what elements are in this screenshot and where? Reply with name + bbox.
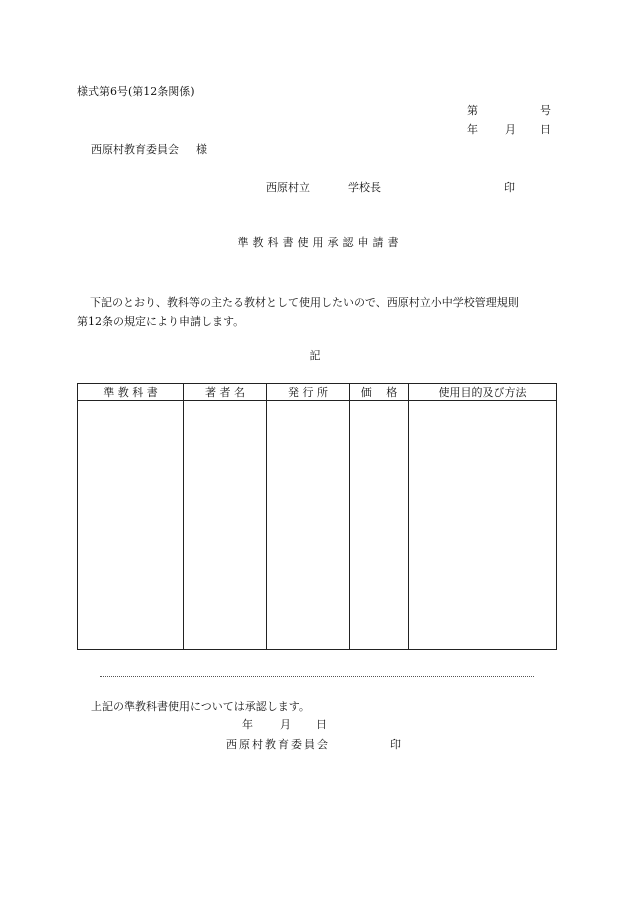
purpose-cell[interactable] — [409, 401, 557, 650]
document-number-prefix: 第 — [467, 104, 478, 117]
addressee-name: 西原村教育委員会 — [91, 143, 179, 156]
request-body — [77, 293, 557, 331]
form-number: 様式第6号(第12条関係) — [77, 85, 195, 98]
approval-seal: 印 — [390, 738, 401, 751]
dotted-separator — [100, 676, 534, 677]
approval-day-label: 日 — [316, 718, 327, 731]
document-number-suffix: 号 — [540, 104, 551, 117]
approval-statement: 上記の準教科書使用については承認します。 — [91, 700, 310, 713]
column-header-publisher: 発 行 所 — [267, 384, 350, 401]
approval-board-name: 西原村教育委員会 — [226, 738, 330, 751]
column-header-textbook: 準 教 科 書 — [78, 384, 184, 401]
table-header-row — [78, 384, 557, 401]
textbook-cell[interactable] — [78, 401, 184, 650]
date-month-label: 月 — [505, 123, 516, 136]
approval-month-label: 月 — [280, 718, 291, 731]
publisher-cell[interactable] — [267, 401, 350, 650]
applicant-village: 西原村立 — [266, 181, 310, 194]
applicant-seal: 印 — [504, 181, 515, 194]
applicant-principal: 学校長 — [348, 181, 381, 194]
column-header-purpose: 使用目的及び方法 — [409, 384, 557, 401]
approval-year-label: 年 — [242, 718, 253, 731]
price-cell[interactable] — [350, 401, 409, 650]
request-body-line2: 第12条の規定により申請します。 — [77, 315, 245, 328]
column-header-price: 価 格 — [350, 384, 409, 401]
ki-heading: 記 — [309, 349, 321, 362]
date-year-label: 年 — [467, 123, 478, 136]
document-title: 準教科書使用承認申請書 — [237, 236, 403, 249]
table-row — [78, 401, 557, 650]
addressee-honorific: 様 — [196, 143, 207, 156]
author-cell[interactable] — [184, 401, 267, 650]
request-body-line1: 下記のとおり、教科等の主たる教材として使用したいので、西原村立小中学校管理規則 — [90, 296, 519, 309]
column-header-author: 著 者 名 — [184, 384, 267, 401]
textbook-table — [77, 383, 557, 650]
date-day-label: 日 — [540, 123, 551, 136]
